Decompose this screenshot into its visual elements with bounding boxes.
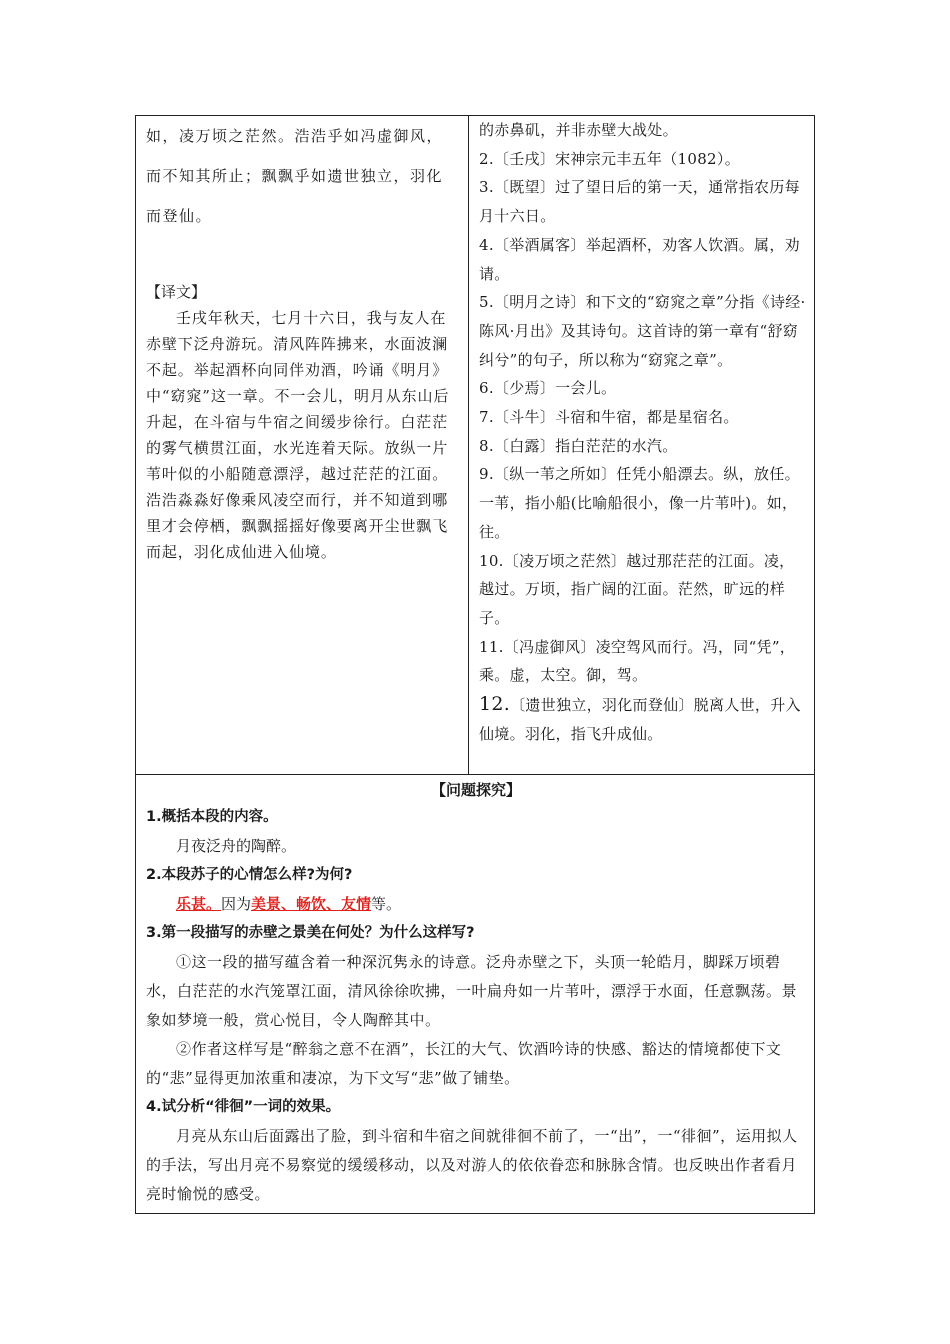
original-line-1: 如，凌万顷之茫然。浩浩乎如冯虚御风，	[146, 127, 444, 145]
answer-3-part-1: ①这一段的描写蕴含着一种深沉隽永的诗意。泛舟赤壁之下，头顶一轮皓月，脚踩万顷碧水，白茫茫的水汽笼罩江面，清风徐徐吹拂，一叶扁舟如一片苇叶，漂浮于水面，任意飘荡。景象如梦境一般，赏心悦目，令人陶醉其中。	[146, 953, 798, 1029]
original-and-translation-column	[146, 116, 462, 565]
answer-1: 月夜泛舟的陶醉。	[176, 837, 297, 855]
note-item: 3.〔既望〕过了望日后的第一天，通常指农历每月十六日。	[479, 178, 800, 226]
answer-4: 月亮从东山后面露出了脸，到斗宿和牛宿之间就徘徊不前了，一“出”，一“徘徊”，运用拟人的手法，写出月亮不易察觉的缓缓移动，以及对游人的依依眷恋和脉脉含情。也反映出作者看月亮时愉悦的感受。	[146, 1127, 798, 1203]
note-item: 9.〔纵一苇之所如〕任凭小船漂去。纵，放任。一苇，指小船(比喻船很小，像一片苇叶)。如，往。	[479, 465, 800, 541]
note-item: 7.〔斗牛〕斗宿和牛宿，都是星宿名。	[479, 408, 739, 427]
notes-column	[479, 116, 809, 748]
column-divider	[468, 116, 469, 774]
question-3: 3.第一段描写的赤壁之景美在何处？为什么这样写?	[146, 925, 475, 941]
question-1: 1.概括本段的内容。	[146, 809, 278, 825]
answer-2-key: 乐甚。	[176, 895, 222, 913]
note-item: 12.〔遗世独立，羽化而登仙〕脱离人世，升入仙境。羽化，指飞升成仙。	[479, 693, 801, 743]
note-item: 6.〔少焉〕一会儿。	[479, 379, 617, 398]
note-item: 5.〔明月之诗〕和下文的“窈窕之章”分指《诗经·陈风·月出》及其诗句。这首诗的第一章有“舒窈纠兮”的句子，所以称为“窈窕之章”。	[479, 293, 806, 369]
answer-2-reasons: 美景、畅饮、友情	[251, 895, 372, 913]
note-item: 的赤鼻矶，并非赤壁大战处。	[479, 121, 678, 139]
inquiry-section	[146, 777, 806, 1209]
question-2: 2.本段苏子的心情怎么样?为何?	[146, 867, 353, 883]
note-item: 4.〔举酒属客〕举起酒杯，劝客人饮酒。属，劝请。	[479, 235, 800, 283]
inquiry-heading: 【问题探究】	[430, 781, 521, 799]
text-notes-row	[136, 116, 814, 775]
note-item: 2.〔壬戌〕宋神宗元丰五年（1082）。	[479, 149, 740, 168]
question-4: 4.试分析“徘徊”一词的效果。	[146, 1099, 341, 1115]
answer-2-end: 等。	[371, 895, 402, 913]
note-item: 10.〔凌万顷之茫然〕越过那茫茫的江面。凌，越过。万顷，指广阔的江面。茫然，旷远的样子。	[479, 551, 795, 627]
original-line-3: 而登仙。	[146, 207, 213, 225]
answer-3-part-2: ②作者这样写是“醉翁之意不在酒”，长江的大气、饮酒吟诗的快感、豁达的情境都使下文的“悲”显得更加浓重和凄凉，为下文写“悲”做了铺垫。	[146, 1040, 782, 1087]
answer-2-mid: 因为	[221, 895, 252, 913]
content-table	[135, 115, 815, 1214]
note-item: 11.〔冯虚御风〕凌空驾风而行。冯，同“凭”，乘。虚，太空。御，驾。	[479, 637, 796, 685]
note-item: 8.〔白露〕指白茫茫的水汽。	[479, 436, 678, 455]
answer-2	[146, 890, 806, 919]
translation-title: 【译文】	[146, 283, 207, 301]
translation-text: 壬戌年秋天，七月十六日，我与友人在赤壁下泛舟游玩。清风阵阵拂来，水面波澜不起。举起酒杯向同伴劝酒，吟诵《明月》中“窈窕”这一章。不一会儿，明月从东山后升起，在斗宿与牛宿之间缓步徐行。白茫茫的雾气横贯江面，水光连着天际。放纵一片苇叶似的小船随意漂浮，越过茫茫的江面。浩浩淼淼好像乘风凌空而行，并不知道到哪里才会停栖，飘飘摇摇好像要离开尘世飘飞而起，羽化成仙进入仙境。	[146, 309, 450, 561]
original-line-2: 而不知其所止；飘飘乎如遗世独立，羽化	[146, 167, 444, 185]
